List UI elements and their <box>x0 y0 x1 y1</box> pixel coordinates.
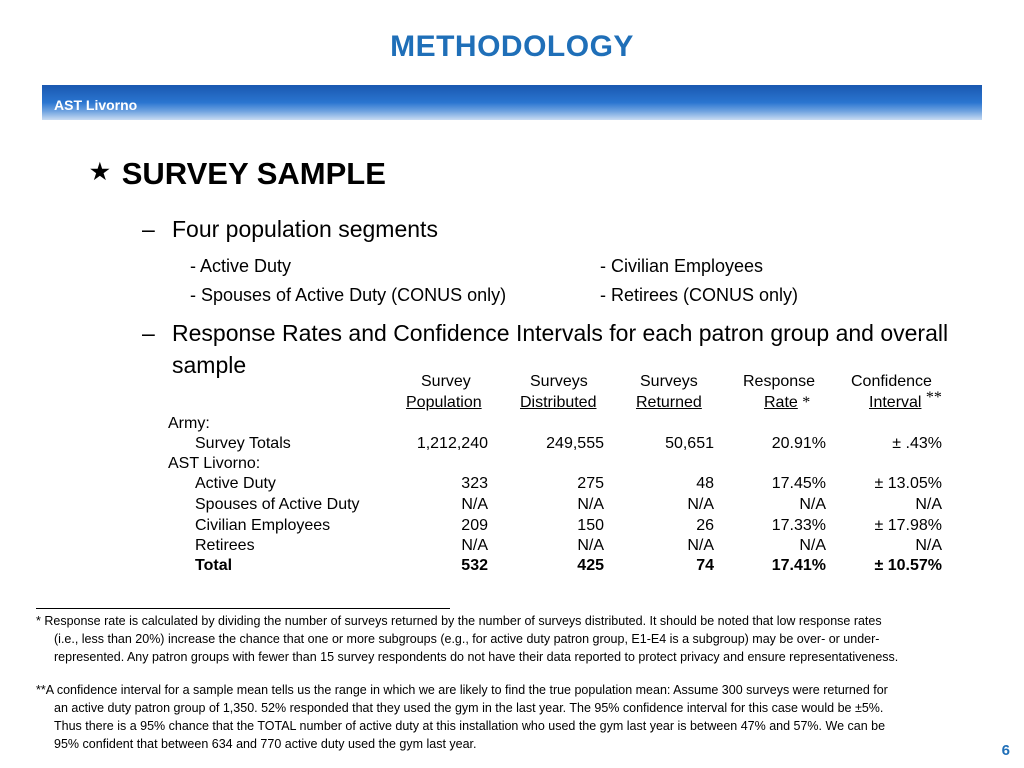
group-label-ast: AST Livorno: <box>168 455 261 472</box>
cell-distributed: 150 <box>577 517 604 534</box>
cell-returned: 26 <box>696 517 714 534</box>
cell-population: N/A <box>461 537 488 554</box>
cell-distributed: 249,555 <box>546 435 604 452</box>
total-returned: 74 <box>696 557 714 574</box>
header-survey: Survey <box>421 373 471 390</box>
segment-item: - Spouses of Active Duty (CONUS only) <box>190 285 507 305</box>
cell-returned: 48 <box>696 475 714 492</box>
cell-returned: 50,651 <box>665 435 714 452</box>
group-label-army: Army: <box>168 415 210 432</box>
footnote-line: 95% confident that between 634 and 770 active duty used the gym last year. <box>54 737 477 751</box>
header-confidence: Confidence <box>851 373 932 390</box>
total-interval: ± 10.57% <box>874 557 942 574</box>
footnote-line: represented. Any patron groups with fewer than 15 survey respondents do not have their data reported to protect privacy and ensure representativeness. <box>54 650 899 664</box>
cell-rate: N/A <box>799 537 826 554</box>
cell-population: N/A <box>461 496 488 513</box>
total-rate: 17.41% <box>771 557 826 574</box>
header-interval-text: Interval <box>869 394 922 411</box>
interval-footnote-mark: ** <box>925 389 942 406</box>
cell-rate: 17.33% <box>771 517 826 534</box>
header-distributed: Distributed <box>520 394 597 411</box>
cell-interval: ± 17.98% <box>874 517 942 534</box>
segment-item: - Civilian Employees <box>600 256 764 276</box>
cell-rate: 17.45% <box>771 475 826 492</box>
section-heading-text: SURVEY SAMPLE <box>121 156 386 191</box>
footnote-line: an active duty patron group of 1,350. 52% responded that they used the gym in the last year. The 95% confidence interval for this case would be ±5%. <box>54 701 884 715</box>
total-distributed: 425 <box>577 557 604 574</box>
row-label: Retirees <box>195 537 255 554</box>
cell-distributed: N/A <box>577 537 604 554</box>
footnote-divider <box>36 608 450 609</box>
cell-interval: N/A <box>915 537 942 554</box>
total-label: Total <box>195 557 233 574</box>
cell-interval: ± .43% <box>892 435 942 452</box>
footnote-line: (i.e., less than 20%) increase the chance that one or more subgroups (e.g., for active duty patron group, E1-E4 is a subgroup) may be over- or under- <box>54 632 880 646</box>
header-rate <box>764 393 810 414</box>
star-icon: ★ <box>90 159 110 184</box>
cell-population: 323 <box>461 475 488 492</box>
row-label: Active Duty <box>195 475 276 492</box>
bullet-text: Four population segments <box>172 216 438 242</box>
segment-item: - Retirees (CONUS only) <box>600 285 799 305</box>
slide-title: METHODOLOGY <box>390 30 634 63</box>
cell-population: 209 <box>461 517 488 534</box>
row-label: Civilian Employees <box>195 517 331 534</box>
cell-distributed: N/A <box>577 496 604 513</box>
cell-population: 1,212,240 <box>416 435 488 452</box>
footnote-line: Thus there is a 95% chance that the TOTAL number of active duty at this installation who used the gym last year is between 47% and 57%. We can be <box>54 719 886 733</box>
footnote-line: * Response rate is calculated by dividing the number of surveys returned by the number of surveys distributed. It should be noted that low response rates <box>36 614 882 628</box>
rate-footnote-mark: * <box>802 394 811 411</box>
cell-interval: N/A <box>915 496 942 513</box>
banner-label: AST Livorno <box>54 97 138 113</box>
bullet-text: Response Rates and Confidence Intervals for each patron group and overall sample <box>172 320 949 378</box>
dash-marker: – <box>142 320 155 346</box>
cell-rate: 20.91% <box>771 435 826 452</box>
footnote-confidence-interval <box>36 681 1016 753</box>
header-response: Response <box>743 373 816 390</box>
row-label: Survey Totals <box>195 435 291 452</box>
cell-distributed: 275 <box>577 475 604 492</box>
dash-marker: – <box>142 216 155 242</box>
cell-returned: N/A <box>687 537 714 554</box>
cell-rate: N/A <box>799 496 826 513</box>
header-returned: Returned <box>636 394 702 411</box>
page-number: 6 <box>1001 742 1010 759</box>
header-surveys-distributed: Surveys <box>530 373 588 390</box>
header-population: Population <box>406 394 482 411</box>
total-population: 532 <box>461 557 488 574</box>
header-interval <box>869 389 942 414</box>
header-surveys-returned: Surveys <box>640 373 698 390</box>
segment-item: - Active Duty <box>190 256 292 276</box>
header-rate-text: Rate <box>764 394 798 411</box>
footnote-response-rate <box>36 612 1016 666</box>
row-label: Spouses of Active Duty <box>195 496 360 513</box>
cell-returned: N/A <box>687 496 714 513</box>
cell-interval: ± 13.05% <box>874 475 942 492</box>
footnote-line: **A confidence interval for a sample mean tells us the range in which we are likely to find the true population mean: Assume 300 surveys were returned for <box>36 683 888 697</box>
